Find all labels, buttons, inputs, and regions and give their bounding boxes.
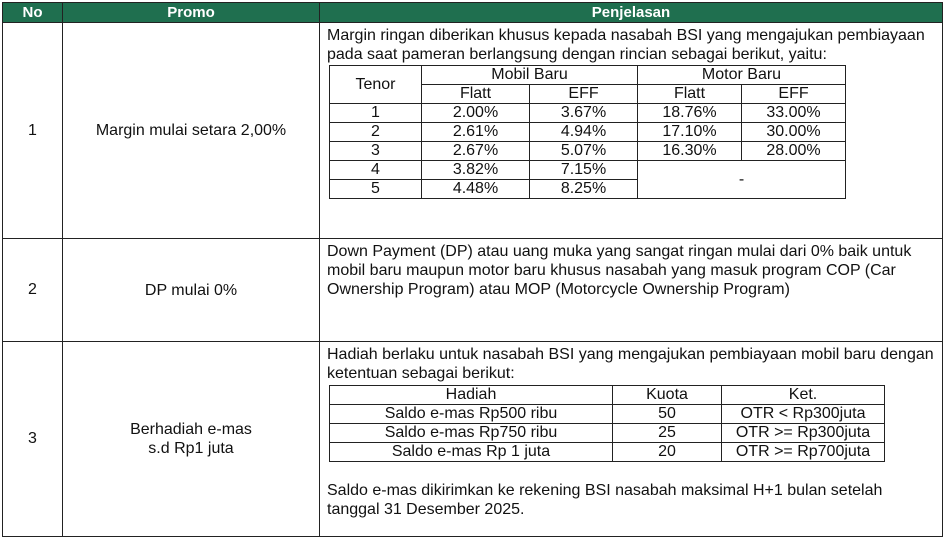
promo-name: DP mulai 0% — [63, 239, 320, 342]
sub-header-eff: EFF — [742, 85, 846, 104]
tenor-cell: 4 — [330, 161, 422, 180]
motor-flatt-cell: 16.30% — [638, 142, 742, 161]
promo-name — [63, 342, 320, 537]
prize-table — [329, 385, 885, 462]
header-row — [3, 3, 943, 23]
prize-row — [330, 443, 885, 462]
motor-baru-header: Motor Baru — [638, 66, 846, 85]
promo-description — [320, 23, 943, 239]
row-number: 2 — [3, 239, 63, 342]
hadiah-cell: Saldo e-mas Rp 1 juta — [330, 443, 613, 462]
ket-cell: OTR >= Rp700juta — [722, 443, 885, 462]
mobil-eff-cell: 7.15% — [530, 161, 638, 180]
tenor-cell: 5 — [330, 180, 422, 199]
kuota-header: Kuota — [613, 386, 722, 405]
tenor-header: Tenor — [330, 66, 422, 104]
mobil-eff-cell: 8.25% — [530, 180, 638, 199]
mobil-baru-header: Mobil Baru — [422, 66, 638, 85]
motor-flatt-cell: 17.10% — [638, 123, 742, 142]
hadiah-cell: Saldo e-mas Rp500 ribu — [330, 405, 613, 424]
tenor-cell: 3 — [330, 142, 422, 161]
tenor-cell: 2 — [330, 123, 422, 142]
mobil-eff-cell: 5.07% — [530, 142, 638, 161]
mobil-flatt-cell: 2.61% — [422, 123, 530, 142]
motor-eff-cell: 30.00% — [742, 123, 846, 142]
header-promo: Promo — [63, 3, 320, 23]
description-text: Down Payment (DP) atau uang muka yang sangat ringan mulai dari 0% baik untuk mobil baru maupun motor baru khusus nasabah yang masuk program COP (Car Ownership Program) atau MOP (Motorcycle Ownership Program) — [327, 243, 912, 298]
header-desc: Penjelasan — [320, 3, 943, 23]
kuota-cell: 20 — [613, 443, 722, 462]
promo-name-line: s.d Rp1 juta — [148, 440, 234, 457]
prize-row — [330, 405, 885, 424]
row-number: 1 — [3, 23, 63, 239]
sub-header-flatt: Flatt — [638, 85, 742, 104]
row-number: 3 — [3, 342, 63, 537]
promo-table — [2, 2, 943, 537]
ket-header: Ket. — [722, 386, 885, 405]
promo-name: Margin mulai setara 2,00% — [63, 23, 320, 239]
rate-row — [330, 161, 846, 180]
mobil-eff-cell: 3.67% — [530, 104, 638, 123]
motor-eff-cell: 28.00% — [742, 142, 846, 161]
description-text: Hadiah berlaku untuk nasabah BSI yang mengajukan pembiayaan mobil baru dengan ketentuan sebagai berikut: — [327, 346, 934, 382]
table-row — [3, 23, 943, 239]
sub-header-flatt: Flatt — [422, 85, 530, 104]
kuota-cell: 50 — [613, 405, 722, 424]
mobil-flatt-cell: 2.67% — [422, 142, 530, 161]
motor-flatt-cell: 18.76% — [638, 104, 742, 123]
delivery-note: Saldo e-mas dikirimkan ke rekening BSI nasabah maksimal H+1 bulan setelah tanggal 31 Desember 2025. — [327, 482, 883, 518]
tenor-cell: 1 — [330, 104, 422, 123]
prize-row — [330, 424, 885, 443]
table-row — [3, 342, 943, 537]
motor-eff-cell: 33.00% — [742, 104, 846, 123]
hadiah-header: Hadiah — [330, 386, 613, 405]
mobil-flatt-cell: 2.00% — [422, 104, 530, 123]
promo-description — [320, 342, 943, 537]
ket-cell: OTR >= Rp300juta — [722, 424, 885, 443]
header-no: No — [3, 3, 63, 23]
ket-cell: OTR < Rp300juta — [722, 405, 885, 424]
rate-row — [330, 123, 846, 142]
description-text: Margin ringan diberikan khusus kepada nasabah BSI yang mengajukan pembiayaan pada saat pameran berlangsung dengan rincian sebagai berikut, yaitu: — [327, 27, 925, 63]
margin-rate-table — [329, 65, 846, 199]
rate-row — [330, 142, 846, 161]
motor-not-available-cell: - — [638, 161, 846, 199]
rate-row — [330, 104, 846, 123]
promo-name-line: Berhadiah e-mas — [130, 421, 252, 438]
mobil-eff-cell: 4.94% — [530, 123, 638, 142]
hadiah-cell: Saldo e-mas Rp750 ribu — [330, 424, 613, 443]
table-row — [3, 239, 943, 342]
promo-description — [320, 239, 943, 342]
mobil-flatt-cell: 3.82% — [422, 161, 530, 180]
sub-header-eff: EFF — [530, 85, 638, 104]
mobil-flatt-cell: 4.48% — [422, 180, 530, 199]
kuota-cell: 25 — [613, 424, 722, 443]
